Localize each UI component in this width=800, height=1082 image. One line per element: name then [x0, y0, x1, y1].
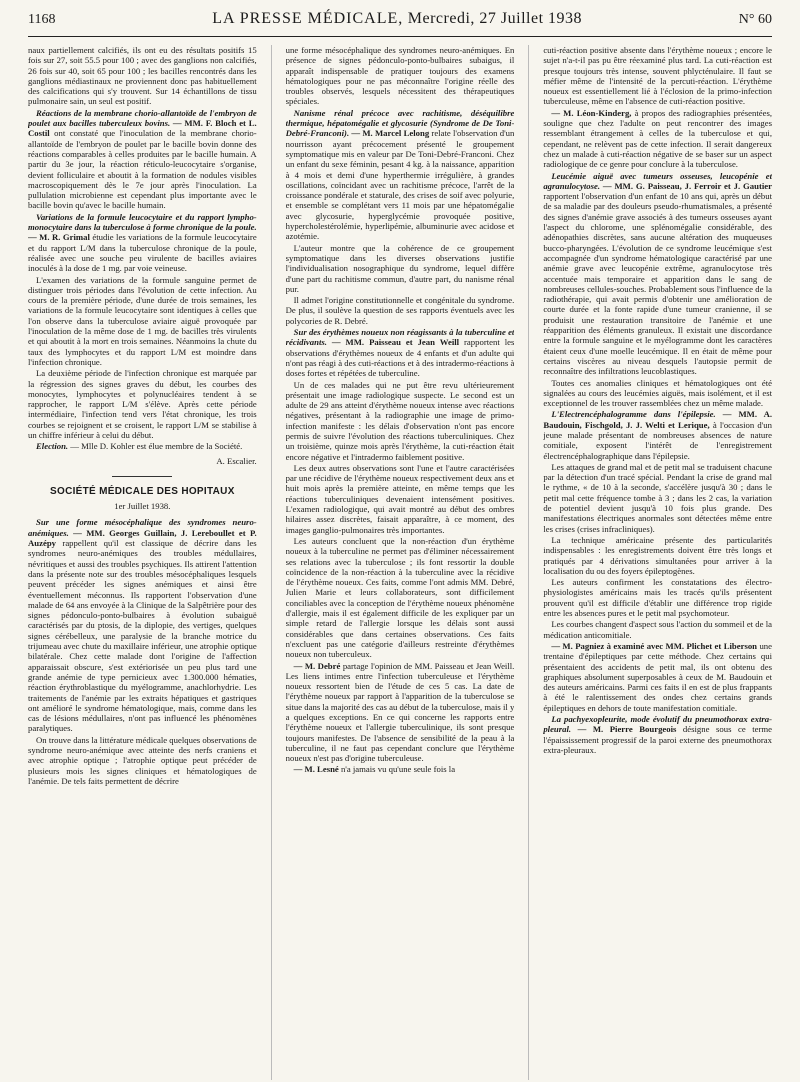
article-paragraph — [286, 327, 515, 378]
article-authors: — MM. Paisseau et Jean Weill — [331, 337, 460, 348]
article-text: désigne sous ce terme l'épaississement progressif de la paroi externe des pneumothorax extra-pleuraux. — [543, 724, 772, 755]
paragraph: L'examen des variations de la formule sanguine permet de distinguer trois périodes dans l'évolution de cette infection. Au cours de la première période, d'une durée de trois semaines, les variations de la formule leucocytaire sont identiques à celles que l'on observe dans la tuberculose aviaire aiguë provoquée par l'inoculation de la même dose de 1 mg. de bacilles très virulents et qui aboutit à la mort en trois semaines. Néanmoins la chute du taux des lymphocytes et du rapport L/M est moindre dans l'infection chronique. — [28, 274, 257, 367]
election-label: Election. — [36, 441, 69, 452]
paragraph: Toutes ces anomalies cliniques et hématologiques ont été signalées au cours des leucémies aiguës, mais isolément, et il est exceptionnel de les trouver rassemblées chez un même malade. — [543, 377, 772, 409]
article-authors: — MM. F. Bloch et L. Costil — [28, 118, 257, 139]
article-text: partage l'opinion de MM. Paisseau et Jean Weill. Les liens intimes entre l'infection tuberculeuse et l'érythème noueux ressortent bien de l'étude de ces 5 cas. La date de l'érythème noueux par rapport à l'apparition de la tuberculose se situe dans la majorité des cas au début de la tuberculose, mais il y a quelques exceptions. En ce qui concerne les rapports entre l'érythème noueux et l'allergie tuberculinique, ils sont presque toujours manifestes. De l'absence de sensibilité de la peau à la tuberculine, il ne faut pas cependant conclure que l'érythème noueux n'est pas d'origine tuberculeuse. — [285, 660, 515, 764]
article-text: rapportent les observations d'érythèmes noueux de 4 enfants et d'un adulte qui n'ont pas réagi à des cuti-réactions et à des intradermo-réactions à doses fortes et répétées de tuberculine. — [285, 337, 515, 379]
column-3 — [543, 45, 772, 1080]
masthead — [212, 10, 582, 28]
column-rule — [271, 45, 272, 1080]
paragraph: Les deux autres observations sont l'une et l'autre caractérisées par une récidive de l'érythème noueux respectivement deux ans et huit mois après la première atteinte, en même temps que les réactions tuberculiniques devenaient intensément positives. L'examen radiologique, qui avait montré au début des ombres hilaires assez discrètes, faisait apparaître, à ce moment, des images ganglio-pulmonaires très importantes. — [285, 462, 515, 535]
column-2 — [286, 45, 515, 1080]
issue-number: N° 60 — [738, 12, 772, 27]
article-title: Réactions de la membrane chorio-allantoïde de l'embryon de poulet aux bacilles tuberculeux bovins. — [28, 107, 257, 129]
article-authors: — M. Pierre Bourgeois — [577, 724, 677, 735]
article-paragraph — [28, 108, 257, 211]
article-authors: — MM. A. Baudouin, Fischgold, J. J. Welti et Lerique, — [543, 409, 772, 430]
article-paragraph — [28, 517, 257, 733]
article-authors: — M. R. Grimal — [28, 232, 90, 243]
article-title: L'Electrencéphalogramme dans l'épilepsie. — [551, 409, 716, 420]
section-divider — [112, 476, 172, 477]
column-rule — [528, 45, 529, 1080]
paragraph: une forme mésocéphalique des syndromes neuro-anémiques. En présence de signes pédonculo-ponto-bulbaires subaigus, il apparaît indispensable de pratiquer toujours des examens hématologiques pour ne pas méconnaître l'origine réelle des troubles observés, lesquels nécessitent des thérapeutiques spéciales. — [285, 45, 515, 107]
issue-date: Mercredi, 27 Juillet 1938 — [407, 10, 583, 27]
paragraph: Il admet l'origine constitutionnelle et congénitale du syndrome. De plus, il soulève la question de ses rapports éventuels avec les polycories de R. Debré. — [285, 295, 515, 326]
article-text: relate l'observation d'un nourrisson ayant précocement présenté le groupement symptomatique mis en valeur par De Toni-Debré-Franconi. Chez un enfant du sexe féminin, pesant 4 kg. à la naissance, apparition à 4 mois et demi d'une hyperthermie irrégulière, à grandes oscillations, coïncidant avec un rachitisme précoce, l'arrêt de la croissance pondérale et staturale, des crises de soif avec polyurie, et ensemble se complétant vers 11 mois par une hépatomégalie avec glycosurie, hyperglycémie provoquée positive, hypercholestérolémie, hyperlipémie, albuminurie avec acidose et azotémie. — [285, 128, 515, 242]
article-authors: — M. Pagniez à examiné avec MM. Plichet et Liberson — [551, 640, 758, 651]
article-authors: — M. Debré — [293, 660, 341, 671]
article-text: ont constaté que l'inoculation de la membrane chorio-allantoïde de l'embryon de poulet par le bacille bovin donne des réactions comparables à celles produites par le bacille humain. A partir du 3e jour, la réaction réticulo-leucocytaire s'organise, devient folliculaire et aboutit à la formation de nodules visibles macroscopiquement dès le 7e jour après l'inoculation. La pullulation microbienne est cependant plus importante avec le bacille bovin qu'avec le bacille humain. — [28, 128, 257, 211]
publication-name: LA PRESSE MÉDICALE, — [212, 10, 404, 27]
article-text: rapportent l'observation d'un enfant de 10 ans qui, après un début de sa maladie par des douleurs pseudo-rhumatismales, a présenté des signes d'anémie grave associés à des tumeurs osseuses ayant l'aspect du chlorome, une splénomégalie considérable, des adénopathies discrètes, sans aucune altération des muqueuses bucco-pharyngées. L'évolution de ce syndrome leucémique s'est accompagnée d'un syndrome hématologique caractérisé par une anémie grave avec leucopénie extrême, agranulocytose très accentuée mais temporaire et apparition dans le sang de nombreuses cellules-souches. Probablement sous l'influence de la radiothérapie, qui avait permis d'obtenir une amélioration de courte durée et la fonte rapide d'une tumeur cranienne, il se produisit une restauration transitoire de l'anémie et une réapparition des éléments granuleux. Il existait une discordance entre la formule sanguine et le myélogramme dont les caractères étaient ceux d'une moelle leucémique. Il en était de même pour certains viscères au niveau desquels l'autopsie permit de reconnaître des infiltrations leucoblastiques. — [543, 191, 772, 377]
paragraph: La deuxième période de l'infection chronique est marquée par la régression des signes graves du début, les courbes des monocytes, lymphocytes et polynucléaires tendent à se rapprocher, le rapport L/M s'élève. Après cette période intermédiaire, l'infection tend vers l'état chronique, les trois courbes se rejoignent et se croisent, le rapport L/M se stabilise à un chiffre inférieur à celui du début. — [28, 368, 257, 440]
article-title: Sur une forme mésocéphalique des syndromes neuro-anémiques. — [28, 517, 257, 538]
article-title: Sur des érythèmes noueux non réagissants à la tuberculine et récidivants. — [285, 327, 515, 348]
article-paragraph — [286, 108, 515, 242]
meeting-date: 1er Juillet 1938. — [114, 501, 171, 512]
paragraph: On trouve dans la littérature médicale quelques observations de syndrome neuro-anémique avec atteinte des nerfs craniens et avec atrophie optique ; l'atrophie optique peut précéder de plusieurs mois les signes cliniques et hématologiques de l'anémie. De tels faits permettent de décrire — [28, 734, 257, 786]
paragraph: L'auteur montre que la cohérence de ce groupement symptomatique dans les diverses observations justifie l'individualisation nosographique du syndrome, lequel diffère d'une part du rachitisme commun, d'autre part, du nanisme rénal pur. — [285, 242, 515, 294]
society-heading: SOCIÉTÉ MÉDICALE DES HOPITAUX — [50, 485, 235, 497]
article-text: une trentaine d'épileptiques par cette méthode. Chez certains qui présentaient des accidents de petit mal, ils ont obtenu des graphiques absolument superposables à ceux de M. Baudouin et des auteurs américains. Parmi ces faits il en est de plus frappants à été le ralentissement des ondes chez certains grands épileptiques en dehors de toute manifestation comitiale. — [543, 640, 772, 713]
article-paragraph — [286, 764, 515, 774]
paragraph: cuti-réaction positive absente dans l'érythème noueux ; encore le sujet n'a-t-il pas pu être réexaminé plus tard. La cuti-réaction est presque toujours très intense, souvent phlycténulaire. Il faut se méfier même de l'intensité de la percuti-réaction. L'érythème noueux est essentiellement lié à l'éclosion de la primo-infection tuberculeuse, même en l'absence de cuti-réaction positive. — [543, 45, 772, 107]
article-title: La pachyexopleurite, mode évolutif du pneumothorax extra-pleural. — [543, 714, 772, 735]
article-authors: — MM. G. Paisseau, J. Ferroir et J. Gautier — [602, 180, 772, 191]
column-1 — [28, 45, 257, 1080]
text-columns — [28, 45, 772, 1080]
paragraph: Les courbes changent d'aspect sous l'action du sommeil et de la médication anticomitiale. — [543, 619, 772, 640]
paragraph: Les auteurs concluent que la non-réaction d'un érythème noueux à la tuberculine ne permet pas d'éliminer nécessairement ses relations avec la tuberculose ; ils font ressortir la double coïncidence de la non-réaction à la tuberculine avec la récidive de l'érythème noueux. Ces faits, comme l'ont admis MM. Debré, Julien Marie et leurs collaborateurs, sont difficilement conciliables avec la conception de l'érythème noueux phénomène d'allergie, mais il est également difficile de les expliquer par un simple retard de l'allergie lorsque les délais sont aussi considérables que dans certaines observations. Ces faits n'excluent pas une catégorie d'ailleurs restreinte d'érythèmes noueux non tuberculeux. — [285, 535, 515, 660]
article-authors: — M. Marcel Lelong — [351, 128, 430, 139]
signature: A. Escalier. — [216, 455, 257, 466]
article-paragraph — [28, 212, 257, 274]
article-text: étudie les variations de la formule leucocytaire et du rapport L/M dans la tuberculose chronique de la poule, réalisée avec une souche peu virulente de bacilles aviaires inoculés à la dose de 1 mg. par voie veineuse. — [28, 232, 257, 274]
article-paragraph — [543, 714, 772, 755]
article-text: à l'occasion d'un jeune malade présentant de nombreuses absences de nature comitiale, exposent l'intérêt de l'enregistrement électrencéphalographique dans l'épilepsie. — [543, 419, 772, 461]
paragraph: naux partiellement calcifiés, ils ont eu des résultats positifs 15 fois sur 27, soit 55.5 pour 100 ; avec des ganglions non calcifiés, 26 fois sur 40, soit 65 pour 100 ; les bacilles rencontrés dans les ganglions médiastinaux ne proviennent donc pas habituellement des calcifications qui s'y trouvent. Sur 14 échantillons de tissu pulmonaire sain, un seul est positif. — [28, 45, 257, 107]
election-paragraph — [28, 441, 257, 451]
article-text: rappellent qu'il est classique de décrire dans les syndromes neuro-anémiques des troubles médullaires, névritiques et aussi des troubles psychiques. Ils attirent l'attention dans la présente note sur des troubles mésocéphaliques lesquels peuvent précéder les signes anémiques et ainsi être éventuellement méconnus. Ils rapportent l'observation d'une malade de 64 ans envoyée à la Clinique de la Salpêtrière pour des signes pédonculo-ponto-bulbaires à évolution subaiguë caractérisés par du ptosis, de la diplopie, des vertiges, quelques signes cérébelleux, une paralysie de la branche motrice du trijumeau avec chute du maxillaire inférieur, une atrophie optique bilatérale. Chez cette malade dont l'origine de l'affection apparaissait obscure, s'est extériorisée un peu plus tard une grande anémie de type pernicieux avec 1.300.000 hématies, réaction érythroblastique du myélogramme, anachlorhydrie. Les traitements de l'anémie par les extraits hépatiques et gastriques ont amélioré le syndrome hématologique, mais, comme dans les cas de lésions médullaires, n'ont pas influencé les phénomènes paralytiques. — [28, 538, 257, 734]
paragraph: La technique américaine présente des particularités indispensables : les enregistrements doivent être très longs et pratiqués par 4 dérivations simultanées pour arriver à la localisation du ou des foyers épileptogènes. — [543, 534, 772, 576]
article-paragraph — [543, 171, 772, 377]
article-title: Nanisme rénal précoce avec rachitisme, déséquilibre thermique, hépatomégalie et glycosurie (Syndrome de De Toni-Debré-Franconi). — [285, 107, 515, 139]
paragraph: Un de ces malades qui ne put être revu ultérieurement présentait une image radiologique suspecte. Le second est un adulte de 29 ans atteint d'érythème noueux intense avec réactions négatives, présentant à la radiographie une image de primo-infection manifeste : les délais d'observation n'ont pas encore permis de suivre l'évolution des réactions tuberculiniques. Chez un troisième, quinze mois après l'érythème, la cuti-réaction était encore négative et l'intradermo faiblement positive. — [285, 379, 515, 462]
paragraph: Les auteurs confirment les constatations des électro-physiologistes américains mais les tracés qu'ils présentent prouvent qu'il est difficile d'établir une différence trop rigide entre les absences pures et le petit mal psychomoteur. — [543, 577, 772, 619]
paragraph: Les attaques de grand mal et de petit mal se traduisent chacune par la détection d'un tracé spécial. Pendant la crise de grand mal le rythme, « de 10 à la seconde, s'accélère jusqu'à 30 ; dans le petit mal cette fréquence tombe à 3 ; dans les 2 cas, la variation de potentiel devient jusqu'à 10 fois plus grande. Des manifestations électriques anormales sont détectées même entre les crises (crises infracliniques). — [543, 461, 772, 534]
article-paragraph — [286, 661, 515, 764]
page-header — [28, 10, 772, 37]
article-authors: — M. Lesné — [293, 764, 339, 775]
article-authors: — MM. Georges Guillain, J. Lereboullet et P. Auzépy — [28, 527, 257, 549]
article-paragraph — [543, 409, 772, 460]
article-paragraph — [543, 108, 772, 170]
article-text: n'a jamais vu qu'une seule fois la — [338, 764, 456, 775]
page-number: 1168 — [28, 12, 56, 27]
election-text: — Mlle D. Kohler est élue membre de la Société. — [68, 441, 243, 452]
article-title: Variations de la formule leucocytaire et du rapport lympho-monocytaire dans la tuberculose à forme chronique de la poule. — [28, 211, 257, 233]
article-authors: — M. Léon-Kinderg, — [551, 107, 632, 118]
article-paragraph — [543, 641, 772, 713]
article-title: Leucémie aiguë avec tumeurs osseuses, leucopénie et agranulocytose. — [543, 170, 772, 191]
article-text: à propos des radiographies présentées, souligne que chez l'adulte on peut rencontrer des images ressemblant étrangement à celles de la tuberculose et qui, cependant, ne relèvent pas de cette infection. Il serait dangereux chez un malade à cuti-réaction négative de se baser sur un aspect radiologique de ce genre pour conclure à la tuberculose. — [543, 107, 772, 170]
